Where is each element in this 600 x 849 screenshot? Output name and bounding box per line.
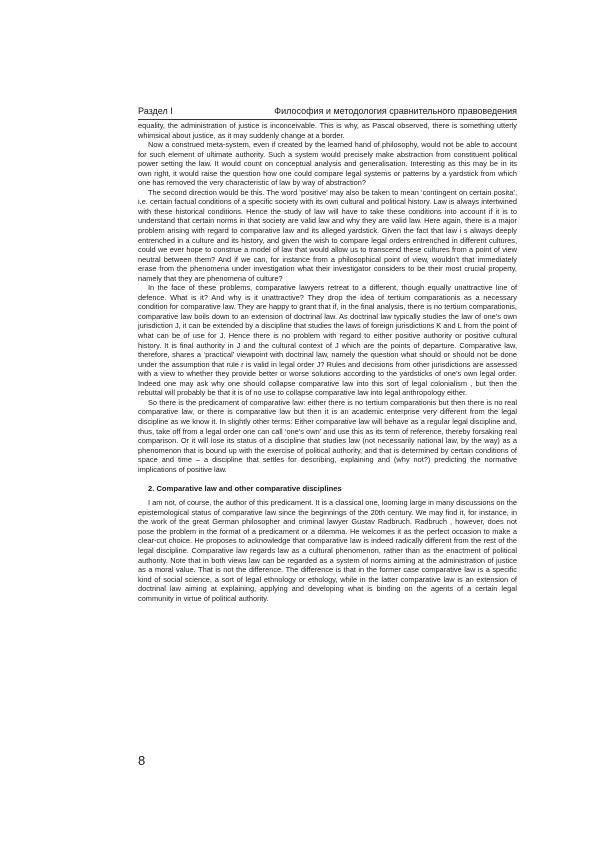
running-title: Философия и методология сравнительного правоведения [274, 106, 517, 116]
paragraph: I am not, of course, the author of this predicament. It is a classical one, looming large in many discussions on the epistemological status of comparative law since the beginnings of the 20th century. We may find it, for instance, in the work of the great German philosopher and criminal lawyer Gustav Radbruch. Radbruch , however, does not pose the problem in the format of a predicament or a dilemma. He welcomes it as the perfect occasion to make a clear-cut choice. He proposes to acknowledge that comparative law is indeed radically different from the rest of the legal discipline. Comparative law regards law as a cultural phenomenon, rather than as the enactment of political authority. Note that in both views law can be regarded as a system of norms aiming at the administration of justice as a moral value. That is not the difference. The difference is that in the former case comparative law is a specific kind of social science, a sort of legal ethnology or ethology, while in the latter comparative law is an extension of doctrinal law aiming at explaining, applying and developing what is binding on the agents of a certain legal community in virtue of political authority. [138, 498, 517, 603]
paragraph: So there is the predicament of comparative law: either there is no tertium comparationis but then there is no real comparative law, or there is comparative law but then it is an academic enterprise very different from the legal discipline as we know it. In slightly other terms: Either comparative law will behave as a regular legal discipline and, thus, take off from a legal order one can call ‘one’s own’ and use this as its term of reference, thereby forsaking real comparison. Or it will lose its status of a discipline that studies law (not necessarily national law, by the way) as a phenomenon that is bound up with the exercise of political authority, and that is determined by certain conditions of space and time – a discipline that settles for describing, explaining and (why not?) predicting the normative implications of positive law. [138, 397, 517, 474]
paragraph: equality, the administration of justice is inconceivable. This is why, as Pascal observed, there is something utterly whimsical about justice, as it may suddenly change at a border. [138, 121, 517, 140]
page-body [138, 121, 517, 603]
paragraph: Now a construed meta-system, even if created by the learned hand of philosophy, would not be able to account for such element of ultimate authority. Such a system would precisely make abstraction from constituent political power setting the law. It would count on conceptual analysis and generalisation. Interesting as this may be in its own right, it would raise the question how one could compare legal systems or patterns by a yardstick from which one has removed the very characteristic of law by way of abstraction? [138, 140, 517, 188]
running-header [138, 105, 517, 118]
paragraph: The second direction would be this. The word ‘positive’ may also be taken to mean ‘contingent on certain posita’, i.e. certain factual conditions of a specific society with its own cultural and political history. Law is always intertwined with these historical conditions. Hence the study of law will have to take these conditions into account if it is to understand that certain norms in that society are valid law and why they are valid law. Here again, there is a major problem arising with regard to comparative law and its alleged yardstick. Given the fact that law i s always deeply entrenched in a culture and its history, and given the wish to compare legal orders entrenched in different cultures, could we ever hope to construe a model of law that would allow us to transcend these cultures from a point of view neutral between them? And if we can, for instance from a philosophical point of view, wouldn’t that immediately erase from the phenomena under investigation what their investigator considers to be their most crucial property, namely that they are phenomena of culture? [138, 187, 517, 283]
header-rule [138, 119, 517, 120]
section-label: Раздел I [138, 106, 173, 116]
paragraph: In the face of these problems, comparative lawyers retreat to a different, though equally unattractive line of defence. What is it? And why is it unattractive? They drop the idea of tertium comparationis as a necessary condition for comparative law. They are happy to grant that if, in the final analysis, there is no tertium comparationis, comparative law boils down to an extension of doctrinal law. As doctrinal law typically studies the law of one’s own jurisdiction J, it can be extended by a discipline that studies the laws of foreign jurisdictions K and L from the point of what can be of use for J. Hence there is no problem with regard to either positive authority or positive cultural history. It is final authority in J and the cultural context of J which are the points of departure. Comparative law, therefore, shares a ‘practical’ viewpoint with doctrinal law, namely the question what should or should not be done under the assumption that rule r is valid in legal order J? Rules and decisions from other jurisdictions are assessed with a view to whether they provide better or worse solutions according to the yardsticks of one’s own legal order. Indeed one may ask why one should collapse comparative law into this sort of legal colonialism , but then the rebuttal will probably be that it is of no use to collapse comparative law into legal anthropology either. [138, 283, 517, 398]
section-heading: 2. Comparative law and other comparative disciplines [148, 484, 342, 494]
page-number: 8 [138, 753, 146, 768]
